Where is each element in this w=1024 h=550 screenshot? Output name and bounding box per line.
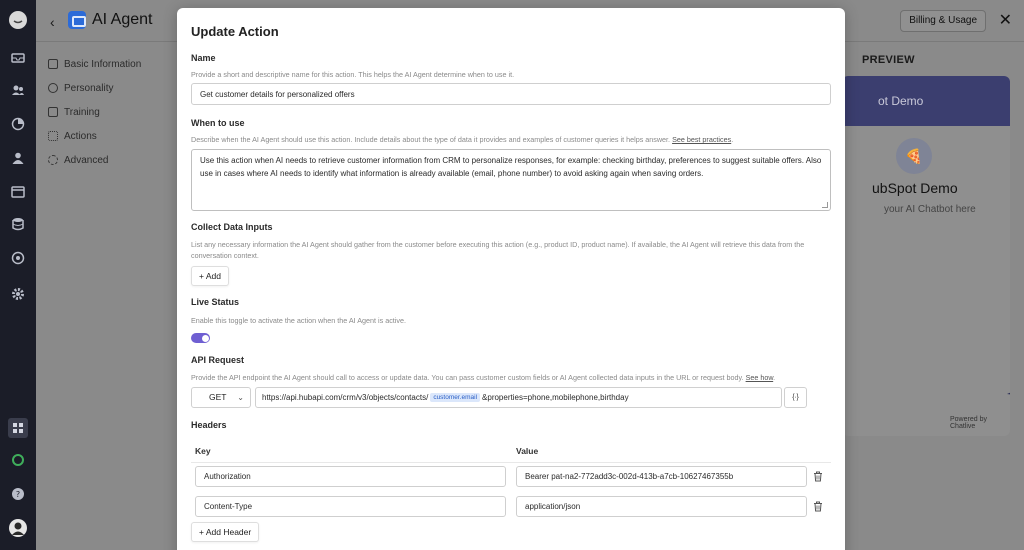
trash-icon[interactable] — [813, 471, 823, 482]
chevron-down-icon: ⌄ — [237, 393, 244, 402]
headers-divider — [191, 462, 831, 463]
headers-label: Headers — [191, 420, 227, 430]
name-help: Provide a short and descriptive name for this action. This helps the AI Agent determine when to use it. — [191, 70, 515, 79]
trash-icon[interactable] — [813, 501, 823, 512]
contacts-icon[interactable] — [10, 82, 26, 98]
header-key-input[interactable]: Authorization — [195, 466, 506, 487]
left-rail — [0, 0, 36, 550]
person-icon — [48, 83, 58, 93]
api-request-help-text: Provide the API endpoint the AI Agent should call to access or update data. You can pass customer custom fields or AI Agent collected data inputs in the URL or request body. — [191, 373, 744, 382]
info-icon — [48, 59, 58, 69]
header-value-input[interactable]: Bearer pat-na2-772add3c-002d-413b-a7cb-10627467355b — [516, 466, 807, 487]
header-key-input[interactable]: Content-Type — [195, 496, 506, 517]
add-header-button[interactable]: + Add Header — [191, 522, 259, 542]
sidenav-item-label: Training — [64, 106, 100, 118]
inbox-icon[interactable] — [10, 50, 26, 66]
key-column-header: Key — [195, 446, 211, 456]
when-to-use-textarea[interactable] — [191, 149, 831, 211]
sidenav-item-label: Personality — [64, 82, 114, 94]
chat-preview — [842, 76, 1010, 436]
page-title: AI Agent — [92, 11, 153, 28]
actions-grid-icon — [48, 131, 58, 141]
sidenav-item-label: Advanced — [64, 154, 109, 166]
live-status-label: Live Status — [191, 297, 240, 307]
http-method-value: GET — [209, 392, 227, 402]
chat-logo-icon[interactable] — [8, 10, 28, 30]
when-to-use-label: When to use — [191, 118, 245, 128]
powered-by: Powered by Chatlive — [950, 416, 987, 430]
api-request-label: API Request — [191, 355, 245, 365]
add-input-button[interactable]: + Add — [191, 266, 229, 286]
preview-header: ot Demo — [842, 76, 1010, 126]
collect-data-label: Collect Data Inputs — [191, 222, 273, 232]
sidenav-item-training[interactable] — [48, 100, 168, 124]
settings-icon[interactable] — [10, 286, 26, 302]
bot-subtitle: your AI Chatbot here — [884, 204, 976, 215]
url-suffix: &properties=phone,mobilephone,birthday — [482, 393, 629, 402]
api-url-input[interactable] — [255, 387, 782, 408]
reports-icon[interactable] — [10, 116, 26, 132]
collect-data-help: List any necessary information the AI Agent should gather from the customer before executing this action (e.g., product ID, product name). If available, the AI Agent will retrieve this data from the conversation context. — [191, 240, 805, 260]
svg-text:?: ? — [15, 490, 21, 499]
send-icon[interactable] — [1006, 386, 1010, 405]
header-value-input[interactable]: application/json — [516, 496, 807, 517]
http-method-select[interactable] — [191, 387, 251, 408]
settings-sidenav — [48, 52, 168, 172]
folder-icon — [48, 107, 58, 117]
when-to-use-text: Use this action when AI needs to retrieve customer information from CRM to personalize responses, for example: checking birthday, preferences to suggest suitable offers. Also use in cases where AI needs to identify what information is already available (email, phone number) to avoid asking again when saving orders. — [200, 156, 822, 178]
gear-icon — [48, 155, 58, 165]
close-icon[interactable]: ✕ — [998, 12, 1012, 29]
when-to-use-help: Describe when the AI Agent should use this action. Include details about the type of data it provides and examples of customer queries it helps answer. See best practices. — [191, 135, 734, 144]
status-ring-icon[interactable] — [10, 452, 26, 468]
agent-logo-icon — [68, 11, 86, 29]
when-to-use-help-text: Describe when the AI Agent should use this action. Include details about the type of data it provides and examples of customer queries it helps answer. — [191, 135, 671, 144]
update-action-modal — [177, 8, 845, 550]
profile-avatar-icon[interactable] — [8, 518, 28, 538]
sidenav-item-personality[interactable] — [48, 76, 168, 100]
campaigns-icon[interactable] — [10, 184, 26, 200]
see-how-link[interactable]: See how — [745, 373, 774, 382]
apps-grid-icon[interactable] — [8, 418, 28, 438]
live-status-help: Enable this toggle to activate the action when the AI Agent is active. — [191, 316, 406, 325]
sidenav-item-label: Actions — [64, 130, 97, 142]
preview-heading: PREVIEW — [862, 54, 915, 66]
user-icon[interactable] — [10, 150, 26, 166]
back-icon[interactable]: ‹ — [50, 14, 55, 30]
best-practices-link[interactable]: See best practices — [672, 135, 732, 144]
url-prefix: https://api.hubapi.com/crm/v3/objects/contacts/ — [262, 393, 429, 402]
bot-name: ubSpot Demo — [872, 180, 958, 196]
modal-title: Update Action — [191, 24, 279, 39]
help-circle-icon[interactable] — [10, 250, 26, 266]
question-icon[interactable] — [10, 486, 26, 502]
url-variable-chip[interactable]: customer.email — [430, 393, 480, 402]
database-icon[interactable] — [10, 216, 26, 232]
value-column-header: Value — [516, 446, 539, 456]
name-input[interactable]: Get customer details for personalized offers — [191, 83, 831, 105]
live-status-toggle[interactable] — [191, 333, 210, 343]
sidenav-item-actions[interactable] — [48, 124, 168, 148]
resize-handle[interactable] — [822, 202, 828, 208]
sidenav-item-label: Basic Information — [64, 58, 142, 70]
api-request-help: Provide the API endpoint the AI Agent should call to access or update data. You can pass customer custom fields or AI Agent collected data inputs in the URL or request body. See how. — [191, 373, 776, 382]
bot-avatar: 🍕 — [896, 138, 932, 174]
insert-variable-button[interactable]: {∙} — [784, 387, 807, 408]
sidenav-item-basic-information[interactable] — [48, 52, 168, 76]
name-label: Name — [191, 53, 216, 63]
billing-usage-button[interactable]: Billing & Usage — [900, 10, 986, 32]
sidenav-item-advanced[interactable] — [48, 148, 168, 172]
